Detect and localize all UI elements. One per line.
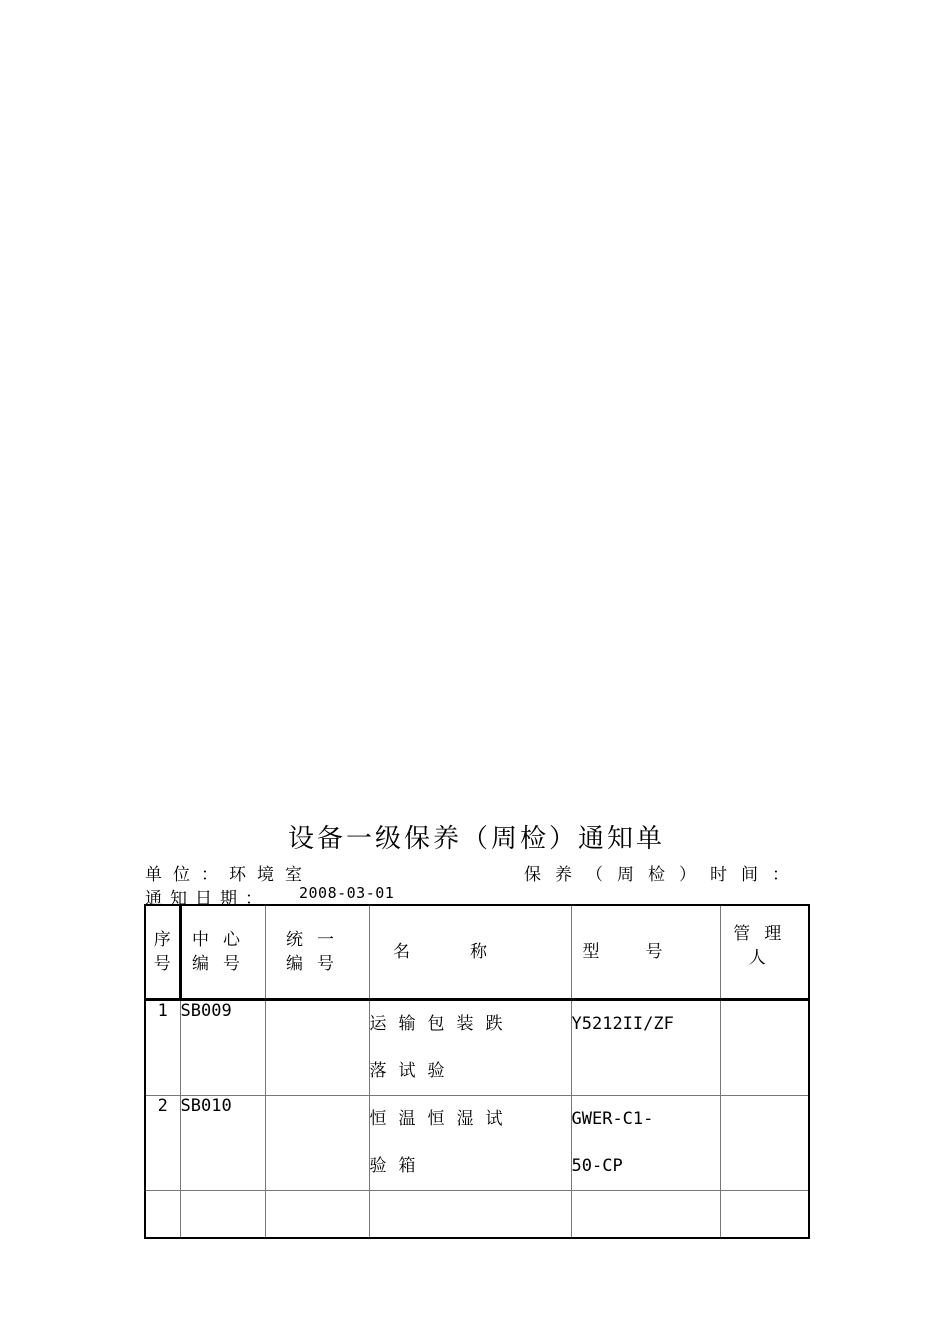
header-seq	[145, 905, 180, 1000]
row-seq: 2	[145, 1096, 180, 1191]
row-name	[369, 1000, 571, 1096]
document-title: 设备一级保养（周检）通知单	[287, 824, 665, 854]
row-manager	[720, 1096, 809, 1191]
row-unified-code	[265, 1000, 369, 1096]
row-center-code: SB010	[180, 1096, 265, 1191]
empty-cell	[571, 1191, 720, 1239]
equipment-table	[144, 904, 810, 1239]
table-row	[145, 1096, 809, 1191]
unit-label: 单位：	[145, 865, 229, 885]
row-manager	[720, 1000, 809, 1096]
maintenance-time-label: 保养（周检）时间：	[524, 865, 803, 885]
header-unified-code	[265, 905, 369, 1000]
unit-line	[145, 860, 313, 885]
row-name-line2: 验箱	[369, 1156, 428, 1176]
unit-value: 环境室	[229, 865, 313, 885]
empty-cell	[265, 1191, 369, 1239]
header-unified-code-line1: 统一	[286, 930, 348, 950]
header-center-code-line2: 编号	[192, 954, 254, 974]
row-center-code: SB009	[180, 1000, 265, 1096]
header-seq-line2: 号	[153, 954, 171, 974]
row-model-line2: 50-CP	[571, 1156, 623, 1176]
header-center-code-line1: 中心	[192, 930, 254, 950]
row-model	[571, 1096, 720, 1191]
row-seq: 1	[145, 1000, 180, 1096]
header-manager	[720, 905, 809, 1000]
table-header-row	[145, 905, 809, 1000]
notice-date-label: 通知日期：	[145, 889, 270, 909]
header-model: 型号	[571, 905, 720, 1000]
row-model-line1: GWER-C1-	[571, 1109, 654, 1129]
header-unified-code-line2: 编号	[286, 954, 348, 974]
empty-cell	[180, 1191, 265, 1239]
empty-cell	[145, 1191, 180, 1239]
header-manager-line2: 人	[748, 948, 780, 968]
notice-date-value: 2008-03-01	[299, 884, 395, 902]
row-model	[571, 1000, 720, 1096]
header-seq-line1: 序	[153, 930, 171, 950]
table-row	[145, 1000, 809, 1096]
header-center-code	[180, 905, 265, 1000]
empty-cell	[720, 1191, 809, 1239]
row-unified-code	[265, 1096, 369, 1191]
header-manager-line1: 管理	[733, 924, 796, 944]
row-model-line1: Y5212II/ZF	[571, 1014, 674, 1034]
empty-cell	[369, 1191, 571, 1239]
row-name	[369, 1096, 571, 1191]
row-name-line1: 运输包装跌	[369, 1014, 515, 1034]
row-name-line1: 恒温恒湿试	[369, 1109, 515, 1129]
header-name: 名称	[369, 905, 571, 1000]
table-row-empty	[145, 1191, 809, 1239]
row-name-line2: 落试验	[369, 1061, 457, 1081]
